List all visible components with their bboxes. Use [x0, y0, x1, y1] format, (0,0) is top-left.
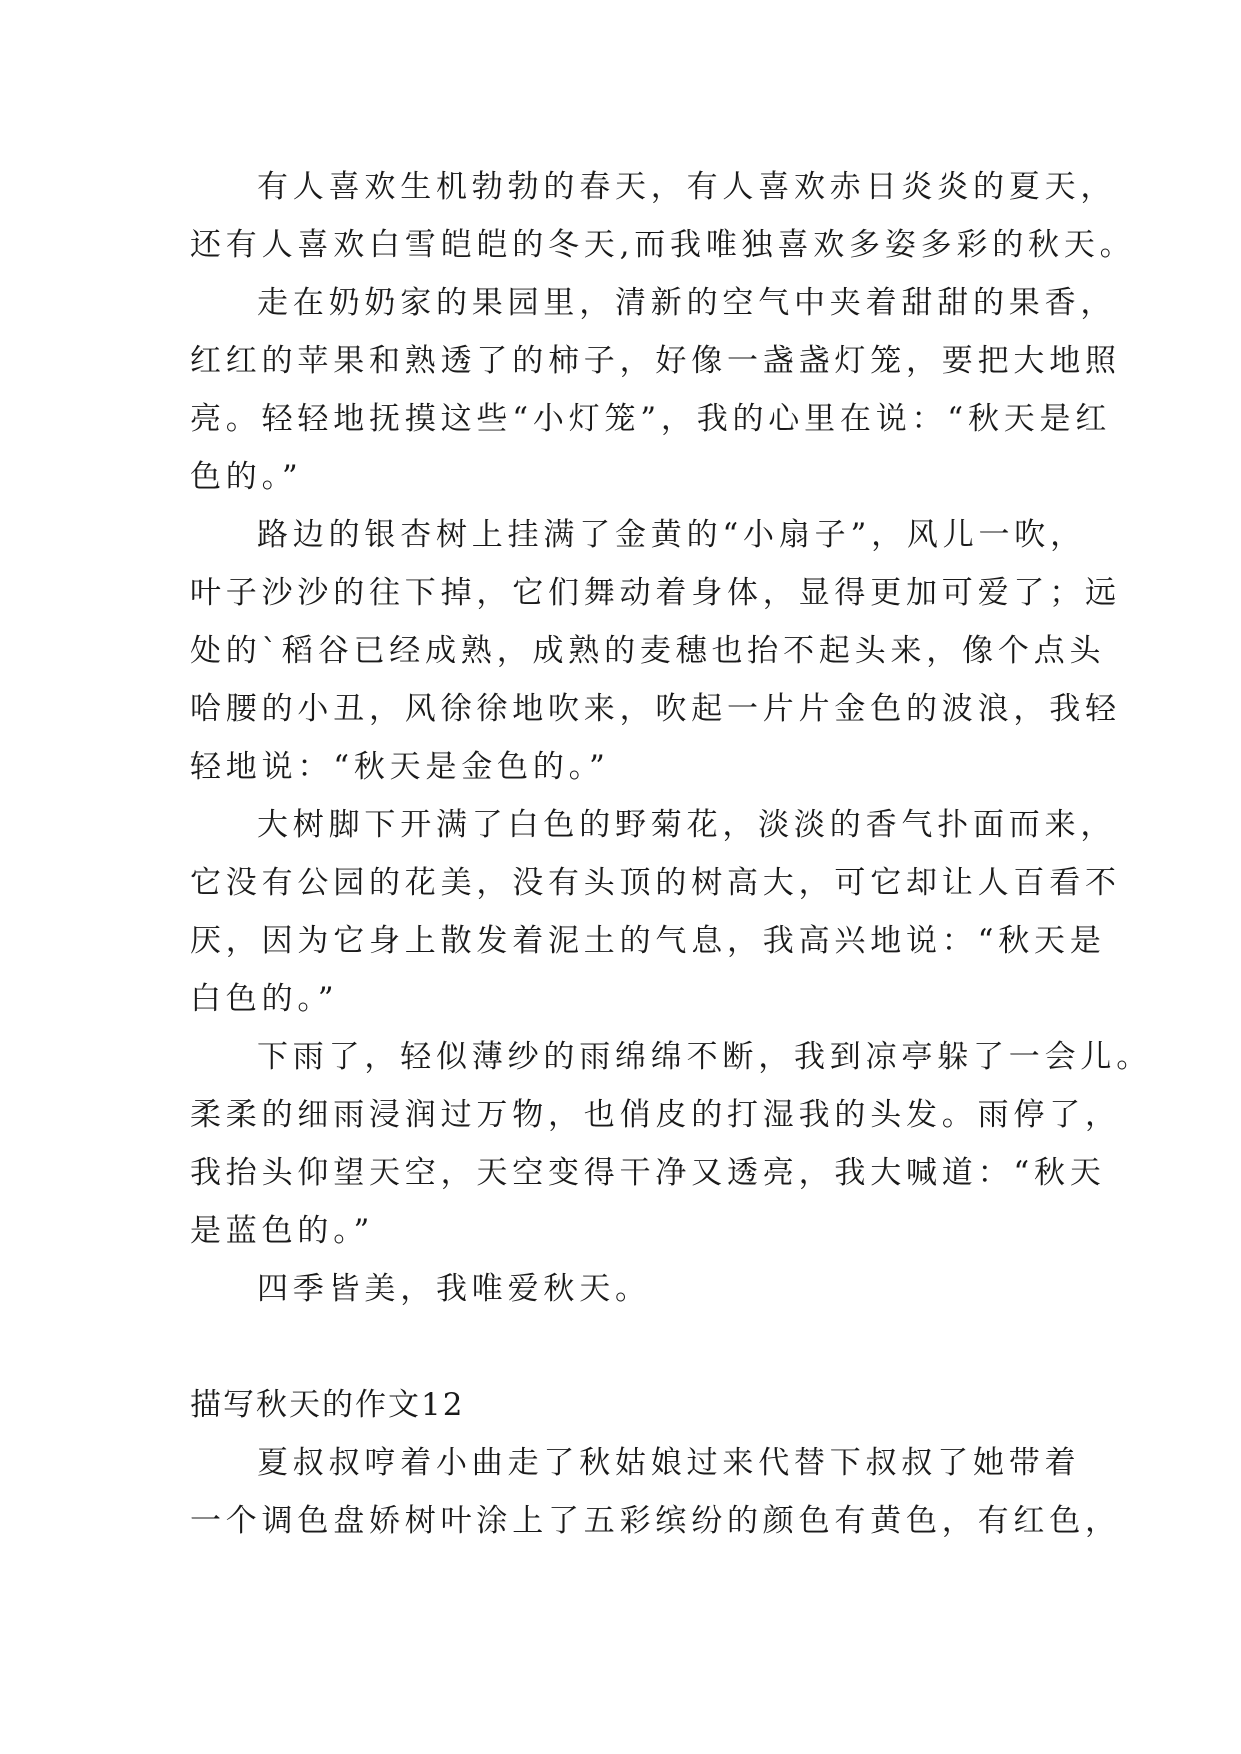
essay-line: 一个调色盘娇树叶涂上了五彩缤纷的颜色有黄色，有红色，: [190, 1503, 1121, 1539]
essay-line: 下雨了，轻似薄纱的雨绵绵不断，我到凉亭躲了一会儿。: [257, 1039, 1152, 1075]
essay-line: 是蓝色的。”: [190, 1213, 375, 1249]
essay-line: 有人喜欢生机勃勃的春天，有人喜欢赤日炎炎的夏天，: [257, 169, 1117, 205]
essay-line: 亮。轻轻地抚摸这些“小灯笼”，我的心里在说：“秋天是红: [190, 401, 1112, 437]
essay-line: 走在奶奶家的果园里，清新的空气中夹着甜甜的果香，: [257, 285, 1117, 321]
essay-line: 哈腰的小丑，风徐徐地吹来，吹起一片片金色的波浪，我轻: [190, 691, 1121, 727]
essay-line: 叶子沙沙的往下掉，它们舞动着身体，显得更加可爱了；远: [190, 575, 1121, 611]
essay-line: 色的。”: [190, 459, 303, 495]
essay-line: 四季皆美，我唯爱秋天。: [257, 1271, 651, 1307]
essay-line: 还有人喜欢白雪皑皑的冬天,而我唯独喜欢多姿多彩的秋天。: [190, 227, 1136, 263]
essay-line: 路边的银杏树上挂满了金黄的“小扇子”，风儿一吹，: [257, 517, 1086, 553]
essay-line: 处的`稻谷已经成熟，成熟的麦穗也抬不起头来，像个点头: [190, 633, 1106, 669]
essay-line: 轻地说：“秋天是金色的。”: [190, 749, 610, 785]
section-heading: 描写秋天的作文12: [190, 1387, 465, 1423]
essay-line: 厌，因为它身上散发着泥土的气息，我高兴地说：“秋天是: [190, 923, 1106, 959]
essay-line: 柔柔的细雨浸润过万物，也俏皮的打湿我的头发。雨停了，: [190, 1097, 1121, 1133]
essay-line: 我抬头仰望天空，天空变得干净又透亮，我大喊道：“秋天: [190, 1155, 1106, 1191]
essay-line: 大树脚下开满了白色的野菊花，淡淡的香气扑面而来，: [257, 807, 1117, 843]
essay-line: 白色的。”: [190, 981, 339, 1017]
essay-line: 夏叔叔哼着小曲走了秋姑娘过来代替下叔叔了她带着: [257, 1445, 1081, 1481]
essay-line: 红红的苹果和熟透了的柿子，好像一盏盏灯笼，要把大地照: [190, 343, 1121, 379]
essay-line: 它没有公园的花美，没有头顶的树高大，可它却让人百看不: [190, 865, 1121, 901]
